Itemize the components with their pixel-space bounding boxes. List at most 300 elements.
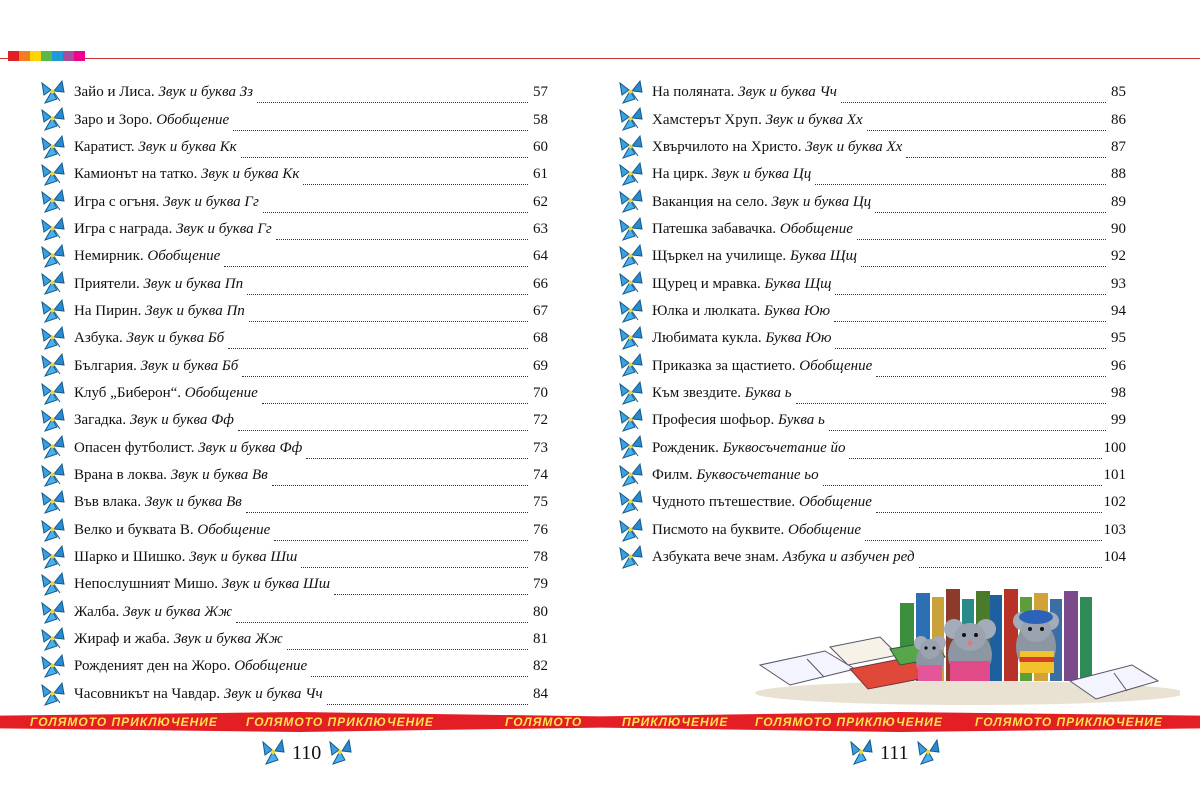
dot-leader	[303, 170, 528, 185]
toc-entry	[40, 270, 548, 297]
toc-entry-page: 92	[1111, 248, 1126, 265]
toc-left-page	[40, 79, 548, 708]
toc-entry-subtitle: Обобщение	[197, 521, 271, 538]
toc-entry-page: 74	[533, 466, 548, 483]
toc-entry	[40, 216, 548, 243]
toc-entry-title: Рожденик.	[652, 439, 719, 456]
blue-flower-icon	[40, 325, 66, 351]
toc-entry-page: 102	[1103, 494, 1126, 511]
dot-leader	[236, 608, 528, 623]
toc-entry-text	[74, 412, 238, 429]
color-block	[30, 51, 41, 61]
dot-leader	[263, 198, 528, 213]
footer-band-label: ГОЛЯМОТО	[505, 715, 583, 729]
toc-entry-title: Велко и буквата В.	[74, 521, 194, 538]
blue-flower-icon	[40, 407, 66, 433]
blue-flower-icon	[40, 298, 66, 324]
toc-entry-page: 89	[1111, 193, 1126, 210]
blue-flower-icon	[618, 161, 644, 187]
toc-entry	[618, 270, 1126, 297]
toc-entry-text	[74, 658, 311, 675]
toc-entry	[40, 106, 548, 133]
toc-entry-text	[74, 467, 272, 484]
blue-flower-icon	[40, 626, 66, 652]
toc-entry-text	[74, 686, 327, 703]
dot-leader	[311, 662, 528, 677]
toc-entry-page: 98	[1111, 384, 1126, 401]
dot-leader	[857, 225, 1106, 240]
blue-flower-icon	[40, 134, 66, 160]
toc-entry	[40, 462, 548, 489]
blue-flower-icon	[40, 270, 66, 296]
dot-leader	[276, 225, 528, 240]
toc-entry-text	[652, 330, 835, 347]
color-block	[74, 51, 85, 61]
toc-entry-page: 104	[1103, 549, 1126, 566]
toc-entry	[618, 517, 1126, 544]
toc-entry-page: 66	[533, 275, 548, 292]
toc-entry-title: Каратист.	[74, 138, 135, 155]
dot-leader	[257, 88, 528, 103]
blue-flower-icon	[618, 134, 644, 160]
blue-flower-icon	[40, 243, 66, 269]
toc-entry-title: Заро и Зоро.	[74, 111, 153, 128]
toc-entry-title: На поляната.	[652, 84, 735, 101]
blue-flower-icon	[618, 434, 644, 460]
dot-leader	[876, 498, 1102, 513]
blue-flower-icon	[618, 462, 644, 488]
dot-leader	[233, 116, 528, 131]
toc-entry-page: 94	[1111, 302, 1126, 319]
toc-entry-page: 95	[1111, 330, 1126, 347]
dot-leader	[306, 444, 528, 459]
toc-entry-subtitle: Звук и буква Жж	[123, 603, 233, 620]
toc-entry-title: Клуб „Биберон“.	[74, 384, 181, 401]
blue-flower-icon	[260, 738, 286, 768]
toc-entry	[40, 681, 548, 708]
dot-leader	[262, 389, 528, 404]
toc-entry-subtitle: Буква Юю	[765, 330, 832, 347]
blue-flower-icon	[40, 106, 66, 132]
toc-entry	[618, 325, 1126, 352]
toc-entry-page: 82	[533, 658, 548, 675]
dot-leader	[823, 471, 1102, 486]
toc-entry-subtitle: Звук и буква Фф	[129, 412, 234, 429]
toc-entry-page: 90	[1111, 220, 1126, 237]
toc-entry-page: 93	[1111, 275, 1126, 292]
toc-entry	[40, 517, 548, 544]
footer-band-label: ГОЛЯМОТО ПРИКЛЮЧЕНИЕ	[975, 715, 1163, 729]
toc-entry-page: 85	[1111, 84, 1126, 101]
toc-entry-title: Немирник.	[74, 248, 144, 265]
toc-entry	[618, 380, 1126, 407]
toc-entry-title: България.	[74, 357, 137, 374]
dot-leader	[875, 198, 1106, 213]
toc-entry-subtitle: Буква Щщ	[764, 275, 832, 292]
blue-flower-icon	[618, 270, 644, 296]
toc-entry-text	[652, 522, 865, 539]
dot-leader	[242, 362, 528, 377]
toc-entry-page: 76	[533, 521, 548, 538]
toc-entry-title: Приказка за щастието.	[652, 357, 796, 374]
toc-entry-title: Игра с огъня.	[74, 193, 160, 210]
toc-entry-subtitle: Обобщение	[788, 521, 862, 538]
toc-entry	[618, 352, 1126, 379]
toc-entry	[618, 298, 1126, 325]
mice-reading-books-illustration	[740, 585, 1180, 705]
toc-entry	[40, 352, 548, 379]
toc-entry	[40, 544, 548, 571]
toc-entry-subtitle: Звук и буква Вв	[144, 494, 242, 511]
toc-entry-title: Към звездите.	[652, 384, 742, 401]
blue-flower-icon	[618, 298, 644, 324]
toc-entry-text	[74, 139, 241, 156]
dot-leader	[327, 690, 528, 705]
page-number: 110	[292, 741, 322, 764]
blue-flower-icon	[40, 571, 66, 597]
toc-entry-title: Щъркел на училище.	[652, 248, 787, 265]
toc-entry-page: 70	[533, 384, 548, 401]
toc-entry-title: Опасен футболист.	[74, 439, 195, 456]
color-block	[63, 51, 74, 61]
toc-entry-text	[74, 248, 224, 265]
toc-entry	[40, 653, 548, 680]
toc-entry-subtitle: Звук и буква Бб	[126, 330, 225, 347]
toc-entry-title: Професия шофьор.	[652, 412, 775, 429]
blue-flower-icon	[618, 380, 644, 406]
toc-entry-page: 78	[533, 549, 548, 566]
toc-entry-text	[652, 549, 919, 566]
dot-leader	[796, 389, 1106, 404]
dot-leader	[876, 362, 1106, 377]
toc-entry	[40, 380, 548, 407]
toc-entry-subtitle: Звук и буква Кк	[138, 138, 237, 155]
dot-leader	[287, 635, 528, 650]
blue-flower-icon	[40, 380, 66, 406]
dot-leader	[861, 252, 1106, 267]
toc-entry-subtitle: Звук и буква Хх	[805, 138, 903, 155]
toc-entry-subtitle: Обобщение	[798, 494, 872, 511]
toc-entry-subtitle: Буква Щщ	[789, 248, 857, 265]
toc-entry-title: Шарко и Шишко.	[74, 549, 186, 566]
dot-leader	[249, 307, 528, 322]
toc-entry-title: Писмото на буквите.	[652, 521, 785, 538]
blue-flower-icon	[618, 517, 644, 543]
color-block	[19, 51, 30, 61]
dot-leader	[274, 526, 528, 541]
toc-entry-text	[652, 385, 796, 402]
toc-entry-page: 63	[533, 220, 548, 237]
toc-entry-page: 80	[533, 603, 548, 620]
blue-flower-icon	[327, 738, 353, 768]
dot-leader	[272, 471, 528, 486]
toc-entry	[40, 134, 548, 161]
blue-flower-icon	[618, 325, 644, 351]
toc-entry	[618, 216, 1126, 243]
toc-entry-title: Рожденият ден на Жоро.	[74, 658, 231, 675]
toc-entry-page: 69	[533, 357, 548, 374]
color-block	[41, 51, 52, 61]
toc-entry-page: 60	[533, 138, 548, 155]
blue-flower-icon	[40, 489, 66, 515]
toc-entry-title: Непослушният Мишо.	[74, 576, 219, 593]
dot-leader	[919, 553, 1102, 568]
toc-entry-subtitle: Обобщение	[184, 384, 258, 401]
dot-leader	[246, 498, 528, 513]
toc-entry-subtitle: Обобщение	[234, 658, 308, 675]
dot-leader	[849, 444, 1101, 459]
dot-leader	[228, 334, 528, 349]
dot-leader	[334, 580, 528, 595]
toc-entry-text	[74, 276, 247, 293]
blue-flower-icon	[618, 544, 644, 570]
dot-leader	[301, 553, 528, 568]
toc-entry-page: 100	[1103, 439, 1126, 456]
toc-entry	[618, 106, 1126, 133]
color-blocks	[8, 51, 85, 61]
toc-entry	[40, 243, 548, 270]
toc-entry-page: 67	[533, 302, 548, 319]
dot-leader	[835, 280, 1106, 295]
dot-leader	[867, 116, 1106, 131]
blue-flower-icon	[618, 106, 644, 132]
toc-entry-page: 99	[1111, 412, 1126, 429]
toc-entry-title: Жираф и жаба.	[74, 631, 170, 648]
toc-entry-subtitle: Обобщение	[156, 111, 230, 128]
footer-band-label: ГОЛЯМОТО ПРИКЛЮЧЕНИЕ	[30, 715, 218, 729]
blue-flower-icon	[915, 738, 941, 768]
toc-entry-title: Любимата кукла.	[652, 330, 762, 347]
blue-flower-icon	[618, 188, 644, 214]
toc-entry	[618, 243, 1126, 270]
dot-leader	[815, 170, 1106, 185]
toc-entry-subtitle: Звук и буква Пп	[143, 275, 244, 292]
blue-flower-icon	[618, 407, 644, 433]
toc-entry-text	[652, 112, 867, 129]
blue-flower-icon	[40, 681, 66, 707]
toc-entry-page: 88	[1111, 166, 1126, 183]
toc-right-page	[618, 79, 1126, 571]
footer-band-label: ГОЛЯМОТО ПРИКЛЮЧЕНИЕ	[755, 715, 943, 729]
toc-entry-page: 103	[1103, 521, 1126, 538]
toc-entry-text	[652, 221, 857, 238]
page-number-left	[260, 737, 353, 769]
blue-flower-icon	[40, 462, 66, 488]
toc-entry	[40, 325, 548, 352]
toc-entry-text	[74, 494, 246, 511]
toc-entry-text	[74, 330, 228, 347]
dot-leader	[238, 416, 528, 431]
toc-entry-text	[74, 576, 334, 593]
toc-entry-page: 58	[533, 111, 548, 128]
toc-entry-subtitle: Звук и буква Кк	[201, 166, 300, 183]
toc-entry-subtitle: Обобщение	[799, 357, 873, 374]
toc-entry	[40, 188, 548, 215]
toc-entry-text	[652, 84, 841, 101]
dot-leader	[247, 280, 528, 295]
toc-entry-text	[74, 385, 262, 402]
toc-entry-subtitle: Звук и буква Вв	[170, 466, 268, 483]
toc-entry-text	[74, 84, 257, 101]
toc-entry-page: 73	[533, 439, 548, 456]
toc-entry-subtitle: Буквосъчетание йо	[722, 439, 846, 456]
toc-entry-text	[74, 631, 287, 648]
toc-entry-title: Патешка забавачка.	[652, 220, 777, 237]
toc-entry-text	[652, 139, 906, 156]
toc-entry-subtitle: Обобщение	[779, 220, 853, 237]
toc-entry-title: Камионът на татко.	[74, 166, 198, 183]
toc-entry-subtitle: Звук и буква Гг	[176, 220, 272, 237]
page-number: 111	[880, 741, 909, 764]
toc-entry	[618, 188, 1126, 215]
toc-entry-page: 84	[533, 685, 548, 702]
blue-flower-icon	[40, 352, 66, 378]
footer-band-label: ГОЛЯМОТО ПРИКЛЮЧЕНИЕ	[246, 715, 434, 729]
toc-entry-text	[74, 440, 306, 457]
blue-flower-icon	[618, 216, 644, 242]
toc-entry-title: Чудното пътешествие.	[652, 494, 796, 511]
toc-entry-subtitle: Буква Юю	[763, 302, 831, 319]
toc-entry-page: 64	[533, 248, 548, 265]
toc-entry-title: На цирк.	[652, 166, 708, 183]
blue-flower-icon	[40, 161, 66, 187]
blue-flower-icon	[40, 216, 66, 242]
toc-entry	[40, 599, 548, 626]
toc-entry-page: 81	[533, 631, 548, 648]
toc-entry-title: Игра с награда.	[74, 220, 173, 237]
toc-entry-subtitle: Азбука и азбучен ред	[782, 549, 915, 566]
toc-entry	[618, 462, 1126, 489]
toc-entry-page: 86	[1111, 111, 1126, 128]
toc-entry-text	[74, 221, 276, 238]
dot-leader	[241, 143, 528, 158]
blue-flower-icon	[40, 653, 66, 679]
blue-flower-icon	[618, 352, 644, 378]
blue-flower-icon	[40, 188, 66, 214]
toc-entry-title: Врана в локва.	[74, 466, 167, 483]
blue-flower-icon	[618, 79, 644, 105]
toc-entry-text	[74, 166, 303, 183]
toc-entry-subtitle: Звук и буква Чч	[738, 84, 837, 101]
toc-entry-subtitle: Буква ь	[778, 412, 825, 429]
toc-entry	[618, 161, 1126, 188]
toc-entry	[40, 407, 548, 434]
toc-entry-subtitle: Звук и буква Хх	[765, 111, 863, 128]
footer-band-label: ПРИКЛЮЧЕНИЕ	[622, 715, 729, 729]
toc-entry	[40, 161, 548, 188]
toc-entry-subtitle: Обобщение	[147, 248, 221, 265]
toc-entry	[618, 134, 1126, 161]
dot-leader	[224, 252, 528, 267]
toc-entry-subtitle: Звук и буква Жж	[173, 631, 283, 648]
toc-entry-subtitle: Звук и буква Цц	[711, 166, 812, 183]
toc-entry-title: Ваканция на село.	[652, 193, 768, 210]
toc-entry-title: На Пирин.	[74, 302, 142, 319]
toc-entry-subtitle: Звук и буква Шш	[221, 576, 331, 593]
toc-entry-subtitle: Буква ь	[744, 384, 792, 401]
toc-entry-title: Часовникът на Чавдар.	[74, 685, 221, 702]
toc-entry-text	[652, 194, 875, 211]
toc-entry-text	[74, 112, 233, 129]
toc-entry-title: Юлка и люлката.	[652, 302, 761, 319]
dot-leader	[865, 526, 1101, 541]
toc-entry-subtitle: Звук и буква Гг	[163, 193, 259, 210]
toc-entry-text	[652, 412, 829, 429]
color-block	[8, 51, 19, 61]
toc-entry-title: Зайо и Лиса.	[74, 84, 155, 101]
toc-entry-title: Приятели.	[74, 275, 140, 292]
blue-flower-icon	[40, 599, 66, 625]
toc-entry-subtitle: Звук и буква Фф	[198, 439, 303, 456]
toc-entry-text	[74, 358, 242, 375]
toc-entry-title: Хвърчилото на Христо.	[652, 138, 802, 155]
toc-entry-page: 72	[533, 412, 548, 429]
blue-flower-icon	[618, 243, 644, 269]
toc-entry-text	[652, 467, 823, 484]
dot-leader	[829, 416, 1106, 431]
toc-entry-text	[652, 303, 834, 320]
dot-leader	[906, 143, 1106, 158]
toc-entry-page: 101	[1103, 466, 1126, 483]
toc-entry-subtitle: Звук и буква Зз	[158, 84, 254, 101]
toc-entry-subtitle: Звук и буква Пп	[145, 302, 245, 319]
toc-entry-text	[652, 494, 876, 511]
toc-entry	[40, 489, 548, 516]
toc-entry	[40, 434, 548, 461]
toc-entry	[40, 298, 548, 325]
toc-entry-subtitle: Буквосъчетание ьо	[696, 466, 819, 483]
toc-entry-text	[74, 604, 236, 621]
toc-entry	[618, 489, 1126, 516]
toc-entry-title: Във влака.	[74, 494, 142, 511]
toc-entry-page: 96	[1111, 357, 1126, 374]
toc-entry-subtitle: Звук и буква Шш	[189, 549, 298, 566]
toc-entry-text	[652, 276, 835, 293]
blue-flower-icon	[40, 79, 66, 105]
toc-entry-page: 68	[533, 330, 548, 347]
blue-flower-icon	[40, 517, 66, 543]
toc-entry-title: Хамстерът Хруп.	[652, 111, 762, 128]
toc-entry-text	[74, 522, 274, 539]
page-number-right	[848, 737, 941, 769]
toc-entry	[618, 544, 1126, 571]
toc-entry-page: 79	[533, 576, 548, 593]
dot-leader	[841, 88, 1106, 103]
toc-entry-text	[652, 166, 815, 183]
blue-flower-icon	[40, 434, 66, 460]
blue-flower-icon	[618, 489, 644, 515]
dot-leader	[835, 334, 1106, 349]
toc-entry-title: Загадка.	[74, 412, 127, 429]
toc-entry	[618, 407, 1126, 434]
toc-entry-title: Щурец и мравка.	[652, 275, 761, 292]
toc-entry-text	[74, 549, 301, 566]
toc-entry-page: 87	[1111, 138, 1126, 155]
toc-entry-text	[652, 440, 849, 457]
toc-entry-title: Азбуката вече знам.	[652, 549, 779, 566]
top-rule	[0, 58, 1200, 59]
dot-leader	[834, 307, 1106, 322]
toc-entry-text	[652, 248, 861, 265]
toc-entry	[40, 79, 548, 106]
toc-entry-title: Азбука.	[74, 330, 123, 347]
toc-entry-title: Филм.	[652, 466, 693, 483]
toc-entry-subtitle: Звук и буква Чч	[223, 685, 323, 702]
toc-entry-page: 57	[533, 84, 548, 101]
toc-entry-text	[652, 358, 876, 375]
toc-entry-page: 62	[533, 193, 548, 210]
toc-entry	[40, 626, 548, 653]
